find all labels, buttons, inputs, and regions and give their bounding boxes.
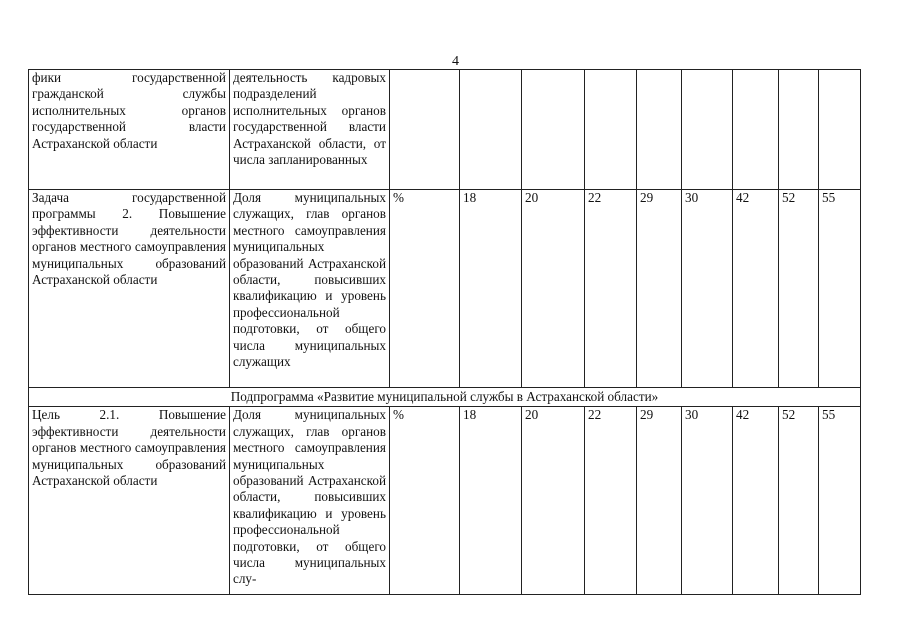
table-row — [29, 190, 861, 388]
value-cell: 29 — [637, 407, 682, 595]
value-cell: 30 — [682, 407, 733, 595]
value-cell — [522, 70, 585, 190]
value-cell: 42 — [733, 190, 779, 388]
subprogram-title: Подпрограмма «Развитие муниципальной службы в Астраханской области» — [29, 388, 861, 407]
value-cell: 55 — [819, 190, 861, 388]
value-cell: 52 — [779, 190, 819, 388]
table-row — [29, 407, 861, 595]
value-cell — [637, 70, 682, 190]
value-cell — [585, 70, 637, 190]
unit-cell: % — [390, 407, 460, 595]
value-cell: 22 — [585, 407, 637, 595]
value-cell — [460, 70, 522, 190]
value-cell: 22 — [585, 190, 637, 388]
table-row — [29, 70, 861, 190]
value-cell — [779, 70, 819, 190]
value-cell: 20 — [522, 190, 585, 388]
value-cell: 18 — [460, 407, 522, 595]
value-cell: 42 — [733, 407, 779, 595]
unit-cell — [390, 70, 460, 190]
value-cell — [733, 70, 779, 190]
unit-cell: % — [390, 190, 460, 388]
indicator-cell: Доля муниципальных служащих, глав органов местного самоуправления муниципальных образований Астраханской области, повысивших квалификацию и уровень профессиональной подготовки, от общего числа муниципальных служащих — [230, 190, 390, 388]
value-cell: 29 — [637, 190, 682, 388]
indicators-table — [28, 69, 861, 595]
indicator-cell: деятельность кадровых подразделений исполнительных органов государственной власти Астраханской области, от числа запланированных — [230, 70, 390, 190]
value-cell: 18 — [460, 190, 522, 388]
value-cell: 52 — [779, 407, 819, 595]
subprogram-row — [29, 388, 861, 407]
value-cell — [682, 70, 733, 190]
goal-cell: фики государственной гражданской службы исполнительных органов государственной власти Астраханской области — [29, 70, 230, 190]
value-cell: 55 — [819, 407, 861, 595]
page-number: 4 — [452, 54, 459, 69]
value-cell — [819, 70, 861, 190]
goal-cell: Задача государственной программы 2. Повышение эффективности деятельности органов местного самоуправления муниципальных образований Астраханской области — [29, 190, 230, 388]
value-cell: 20 — [522, 407, 585, 595]
indicator-cell: Доля муниципальных служащих, глав органов местного самоуправления муниципальных образований Астраханской области, повысивших квалификацию и уровень профессиональной подготовки, от общего числа муниципальных слу- — [230, 407, 390, 595]
goal-cell: Цель 2.1. Повышение эффективности деятельности органов местного самоуправления муниципальных образований Астраханской области — [29, 407, 230, 595]
value-cell: 30 — [682, 190, 733, 388]
